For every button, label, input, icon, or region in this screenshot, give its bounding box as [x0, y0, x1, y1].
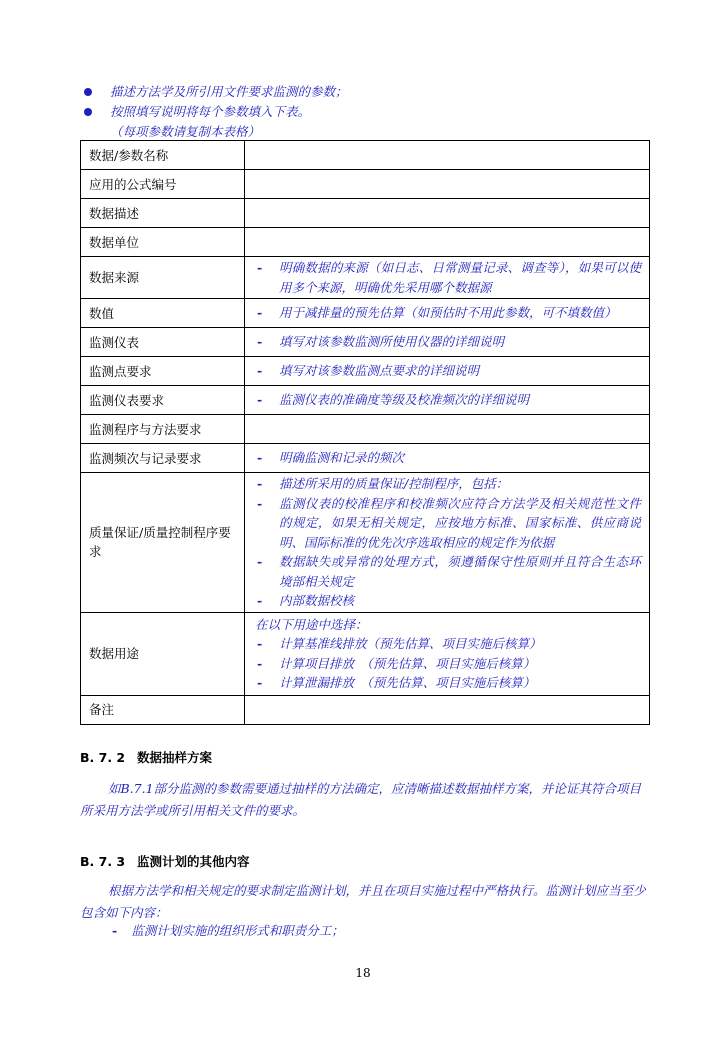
parameter-value-cell	[245, 357, 650, 386]
parameter-value-cell	[245, 141, 650, 170]
dash-icon: -	[257, 305, 263, 321]
parameter-label: 数据/参数名称	[81, 141, 245, 170]
parameter-value-cell	[245, 170, 650, 199]
table-row	[81, 695, 650, 724]
guidance-item: - 明确监测和记录的频次	[255, 448, 641, 468]
guidance-item: - 数据缺失或异常的处理方式，须遵循保守性原则并且符合生态环境部相关规定	[257, 554, 641, 589]
guidance-item: - 内部数据校核	[255, 591, 641, 611]
parameter-label: 监测点要求	[81, 357, 245, 386]
table-row	[81, 444, 650, 473]
table-row	[81, 357, 650, 386]
usage-intro: 在以下用途中选择：	[255, 616, 368, 632]
guidance-item: - 监测仪表的校准程序和校准频次应符合方法学及相关规范性文件的规定，如果无相关规定，应按地方标准、国家标准、供应商说明、国际标准的优先次序选取相应的规定作为依据	[257, 495, 641, 550]
dash-icon: -	[257, 476, 263, 491]
parameter-value-cell	[245, 328, 650, 357]
guidance-item: - 监测仪表的准确度等级及校准频次的详细说明	[255, 390, 641, 410]
dash-icon: -	[257, 593, 263, 608]
section-heading-sampling: B. 7. 2 数据抽样方案	[80, 750, 213, 765]
other-content-paragraph: 根据方法学和相关规定的要求制定监测计划，并且在项目实施过程中严格执行。监测计划应当至少包含如下内容：	[80, 883, 646, 920]
table-row	[81, 299, 650, 328]
page-number: 18	[355, 966, 371, 980]
parameter-label: 监测频次与记录要求	[81, 444, 245, 473]
table-row	[81, 415, 650, 444]
guidance-item: - 描述所采用的质量保证/控制程序，包括：	[255, 474, 641, 494]
parameter-value-cell	[245, 257, 650, 299]
dash-icon: -	[257, 363, 263, 379]
table-row	[81, 170, 650, 199]
guidance-item: - 计算基准线排放（预先估算、项目实施后核算）	[255, 634, 641, 654]
parameter-value-cell	[245, 444, 650, 473]
parameter-label: 监测仪表要求	[81, 386, 245, 415]
parameter-label: 数据单位	[81, 228, 245, 257]
parameter-label: 数据描述	[81, 199, 245, 228]
parameter-value-cell	[245, 415, 650, 444]
guidance-item: - 填写对该参数监测点要求的详细说明	[255, 361, 641, 381]
dash-icon: -	[257, 636, 263, 651]
guidance-item: - 用于减排量的预先估算（如预估时不用此参数，可不填数值）	[255, 303, 641, 323]
parameter-value-cell	[245, 228, 650, 257]
guidance-item: - 明确数据的来源（如日志、日常测量记录、调查等），如果可以使用多个来源，明确优先采用哪个数据源	[257, 260, 641, 295]
parameter-value-cell	[245, 386, 650, 415]
dash-icon: -	[257, 655, 263, 671]
table-row	[81, 199, 650, 228]
parameter-label: 数值	[81, 299, 245, 328]
parameter-label: 备注	[81, 695, 245, 724]
sampling-paragraph: 如B.7.1部分监测的参数需要通过抽样的方法确定，应清晰描述数据抽样方案，并论证其符合项目所采用方法学或所引用相关文件的要求。	[80, 781, 642, 818]
table-row	[81, 386, 650, 415]
dash-icon: -	[257, 334, 263, 350]
table-row	[81, 141, 650, 170]
parameter-value-cell	[245, 199, 650, 228]
dash-list-item: - 监测计划实施的组织形式和职责分工；	[112, 923, 344, 938]
table-row	[81, 612, 650, 695]
dash-icon: -	[257, 450, 263, 466]
guidance-item: - 计算泄漏排放 （预先估算、项目实施后核算）	[255, 673, 641, 693]
dash-icon: -	[257, 392, 263, 408]
dash-icon: -	[112, 923, 118, 938]
parameter-label: 监测程序与方法要求	[81, 415, 245, 444]
instruction-bullets	[84, 82, 664, 142]
parameter-value-cell	[245, 473, 650, 613]
bullet-item: 描述方法学及所引用文件要求监测的参数；	[84, 82, 664, 102]
parameter-value-cell	[245, 695, 650, 724]
section-heading-other: B. 7. 3 监测计划的其他内容	[80, 854, 250, 869]
table-row	[81, 328, 650, 357]
dash-icon: -	[257, 260, 263, 275]
table-copy-note: （每项参数请复制本表格）	[110, 124, 261, 139]
parameter-table	[80, 140, 650, 725]
parameter-label: 监测仪表	[81, 328, 245, 357]
table-row	[81, 228, 650, 257]
parameter-value-cell	[245, 612, 650, 695]
parameter-label: 数据来源	[81, 257, 245, 299]
bullet-item: 按照填写说明将每个参数填入下表。	[84, 102, 664, 122]
bullet-dot-icon	[84, 88, 92, 96]
table-row	[81, 473, 650, 613]
parameter-label: 质量保证/质量控制程序要求	[81, 473, 245, 613]
guidance-item: - 填写对该参数监测所使用仪器的详细说明	[255, 332, 641, 352]
guidance-item: - 计算项目排放 （预先估算、项目实施后核算）	[255, 654, 641, 674]
table-row	[81, 257, 650, 299]
dash-icon: -	[257, 675, 263, 690]
bullet-dot-icon	[84, 108, 92, 116]
parameter-value-cell	[245, 299, 650, 328]
dash-icon: -	[257, 495, 263, 511]
parameter-label: 应用的公式编号	[81, 170, 245, 199]
dash-icon: -	[257, 554, 263, 569]
parameter-label: 数据用途	[81, 612, 245, 695]
